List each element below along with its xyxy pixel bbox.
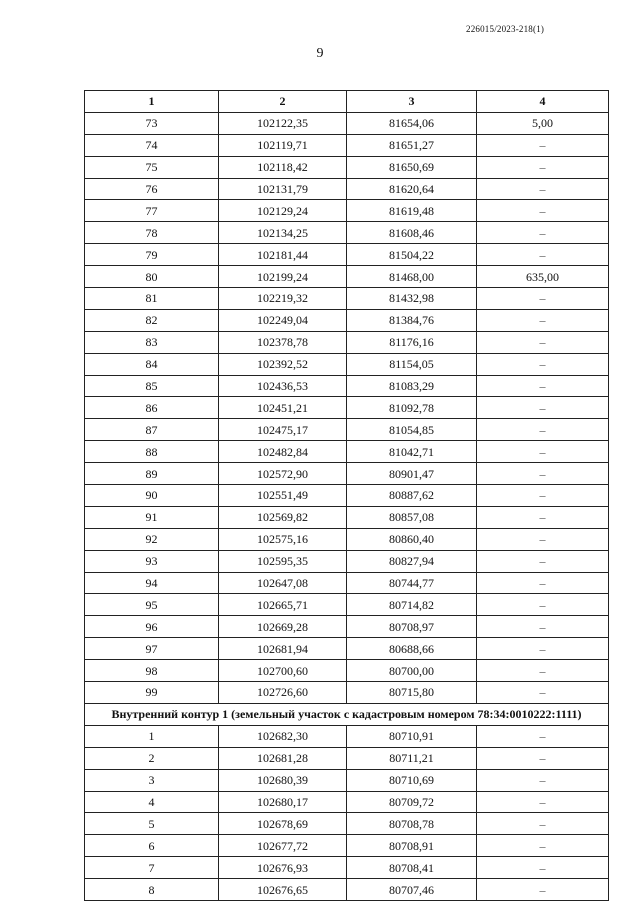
table-row	[85, 791, 609, 813]
table-cell: 8	[85, 879, 219, 901]
table-cell: 102700,60	[219, 660, 347, 682]
table-cell: 93	[85, 550, 219, 572]
table-cell: –	[477, 528, 609, 550]
column-header: 3	[347, 91, 477, 113]
table-cell: –	[477, 506, 609, 528]
section-title: Внутренний контур 1 (земельный участок с кадастровым номером 78:34:0010222:1111)	[85, 703, 609, 725]
table-cell: 80700,00	[347, 660, 477, 682]
table-cell: –	[477, 419, 609, 441]
table-cell: –	[477, 835, 609, 857]
table-cell: –	[477, 463, 609, 485]
table-cell: 81620,64	[347, 178, 477, 200]
table-cell: 76	[85, 178, 219, 200]
table-cell: 102682,30	[219, 725, 347, 747]
table-cell: –	[477, 134, 609, 156]
table-cell: 95	[85, 594, 219, 616]
table-row	[85, 419, 609, 441]
table-row	[85, 397, 609, 419]
table-cell: 80708,97	[347, 616, 477, 638]
table-cell: –	[477, 682, 609, 704]
table-cell: 80710,69	[347, 769, 477, 791]
table-cell: 102726,60	[219, 682, 347, 704]
table-cell: 102219,32	[219, 288, 347, 310]
table-cell: 82	[85, 309, 219, 331]
table-cell: 80715,80	[347, 682, 477, 704]
table-row	[85, 725, 609, 747]
table-cell: 5	[85, 813, 219, 835]
table-header-row	[85, 91, 609, 113]
table-cell: 102436,53	[219, 375, 347, 397]
table-row	[85, 682, 609, 704]
table-cell: 80711,21	[347, 747, 477, 769]
table-row	[85, 463, 609, 485]
table-cell: –	[477, 353, 609, 375]
table-cell: 96	[85, 616, 219, 638]
table-cell: 74	[85, 134, 219, 156]
table-row	[85, 660, 609, 682]
table-cell: –	[477, 244, 609, 266]
table-cell: 3	[85, 769, 219, 791]
table-cell: 90	[85, 485, 219, 507]
table-row	[85, 769, 609, 791]
table-cell: 80708,91	[347, 835, 477, 857]
table-cell: –	[477, 375, 609, 397]
table-cell: 86	[85, 397, 219, 419]
table-row	[85, 594, 609, 616]
table-row	[85, 309, 609, 331]
table-cell: 102669,28	[219, 616, 347, 638]
table-cell: 102482,84	[219, 441, 347, 463]
section-header-row	[85, 703, 609, 725]
table-cell: 102199,24	[219, 266, 347, 288]
table-cell: –	[477, 769, 609, 791]
table-cell: 81092,78	[347, 397, 477, 419]
table-cell: 2	[85, 747, 219, 769]
table-cell: –	[477, 441, 609, 463]
table-cell: 102647,08	[219, 572, 347, 594]
table-row	[85, 244, 609, 266]
table-cell: 102676,93	[219, 857, 347, 879]
table-cell: 102551,49	[219, 485, 347, 507]
table-cell: 81154,05	[347, 353, 477, 375]
table-cell: 80	[85, 266, 219, 288]
table-cell: –	[477, 200, 609, 222]
table-cell: 80709,72	[347, 791, 477, 813]
table-cell: 77	[85, 200, 219, 222]
table-cell: 94	[85, 572, 219, 594]
table-cell: 80887,62	[347, 485, 477, 507]
table-row	[85, 528, 609, 550]
table-row	[85, 550, 609, 572]
table-cell: 80688,66	[347, 638, 477, 660]
table-row	[85, 616, 609, 638]
coordinates-table	[84, 90, 609, 901]
table-cell: 80901,47	[347, 463, 477, 485]
table-cell: 81432,98	[347, 288, 477, 310]
table-cell: 80708,78	[347, 813, 477, 835]
table-cell: 6	[85, 835, 219, 857]
table-cell: 81176,16	[347, 331, 477, 353]
table-cell: 102249,04	[219, 309, 347, 331]
table-cell: 81654,06	[347, 112, 477, 134]
table-body	[85, 112, 609, 703]
table-row	[85, 134, 609, 156]
table-cell: 81	[85, 288, 219, 310]
table-cell: 80827,94	[347, 550, 477, 572]
table-cell: 5,00	[477, 112, 609, 134]
table-row	[85, 200, 609, 222]
table-cell: 102572,90	[219, 463, 347, 485]
table-cell: 80710,91	[347, 725, 477, 747]
table-row	[85, 112, 609, 134]
table-cell: 7	[85, 857, 219, 879]
table-cell: –	[477, 550, 609, 572]
table-row	[85, 879, 609, 901]
table-cell: 79	[85, 244, 219, 266]
table-cell: 102129,24	[219, 200, 347, 222]
table-cell: 81083,29	[347, 375, 477, 397]
table-cell: 97	[85, 638, 219, 660]
table-cell: –	[477, 638, 609, 660]
table-row	[85, 506, 609, 528]
table-cell: 102118,42	[219, 156, 347, 178]
table-row	[85, 572, 609, 594]
table-cell: 102676,65	[219, 879, 347, 901]
table-cell: 4	[85, 791, 219, 813]
table-row	[85, 222, 609, 244]
table-row	[85, 178, 609, 200]
table-cell: 102680,17	[219, 791, 347, 813]
table-cell: 81054,85	[347, 419, 477, 441]
table-cell: –	[477, 725, 609, 747]
column-header: 1	[85, 91, 219, 113]
table-cell: 80707,46	[347, 879, 477, 901]
table-cell: 102122,35	[219, 112, 347, 134]
table-cell: 102680,39	[219, 769, 347, 791]
table-cell: 102681,28	[219, 747, 347, 769]
table-cell: 81619,48	[347, 200, 477, 222]
table-cell: –	[477, 288, 609, 310]
table-cell: 102131,79	[219, 178, 347, 200]
table-cell: 87	[85, 419, 219, 441]
table-row	[85, 156, 609, 178]
table-cell: 102681,94	[219, 638, 347, 660]
table-cell: 92	[85, 528, 219, 550]
table-cell: 102392,52	[219, 353, 347, 375]
column-header: 2	[219, 91, 347, 113]
table-cell: 102595,35	[219, 550, 347, 572]
table-cell: 99	[85, 682, 219, 704]
table-cell: 635,00	[477, 266, 609, 288]
table-cell: –	[477, 616, 609, 638]
table-cell: 81468,00	[347, 266, 477, 288]
table-cell: 81042,71	[347, 441, 477, 463]
section-table-body	[85, 725, 609, 900]
table-cell: 89	[85, 463, 219, 485]
table-row	[85, 353, 609, 375]
table-cell: 102677,72	[219, 835, 347, 857]
table-row	[85, 835, 609, 857]
table-cell: 80714,82	[347, 594, 477, 616]
table-cell: 102119,71	[219, 134, 347, 156]
table-row	[85, 288, 609, 310]
table-cell: –	[477, 572, 609, 594]
table-cell: –	[477, 594, 609, 616]
table-cell: 102665,71	[219, 594, 347, 616]
table-cell: 91	[85, 506, 219, 528]
table-cell: 102569,82	[219, 506, 347, 528]
table-row	[85, 375, 609, 397]
table-cell: 80860,40	[347, 528, 477, 550]
table-cell: 78	[85, 222, 219, 244]
table-cell: 81504,22	[347, 244, 477, 266]
table-cell: 102575,16	[219, 528, 347, 550]
table-cell: 81650,69	[347, 156, 477, 178]
table-cell: –	[477, 660, 609, 682]
document-id: 226015/2023-218(1)	[466, 24, 545, 34]
table-row	[85, 747, 609, 769]
table-cell: 80857,08	[347, 506, 477, 528]
table-cell: 88	[85, 441, 219, 463]
table-cell: 81608,46	[347, 222, 477, 244]
table-cell: –	[477, 879, 609, 901]
table-cell: 83	[85, 331, 219, 353]
table-cell: 102378,78	[219, 331, 347, 353]
table-cell: –	[477, 156, 609, 178]
table-cell: 81651,27	[347, 134, 477, 156]
table-row	[85, 813, 609, 835]
table-cell: –	[477, 309, 609, 331]
table-cell: 102451,21	[219, 397, 347, 419]
table-cell: 85	[85, 375, 219, 397]
table-row	[85, 485, 609, 507]
page-number: 9	[316, 46, 324, 61]
table-cell: 84	[85, 353, 219, 375]
table-cell: 102475,17	[219, 419, 347, 441]
table-row	[85, 331, 609, 353]
table-cell: 80744,77	[347, 572, 477, 594]
table-cell: 73	[85, 112, 219, 134]
table-cell: 102134,25	[219, 222, 347, 244]
table-cell: –	[477, 791, 609, 813]
table-row	[85, 266, 609, 288]
table-row	[85, 441, 609, 463]
table-row	[85, 857, 609, 879]
section-header-body	[85, 703, 609, 725]
table-cell: –	[477, 857, 609, 879]
table-cell: 1	[85, 725, 219, 747]
column-header: 4	[477, 91, 609, 113]
table-cell: 81384,76	[347, 309, 477, 331]
table-cell: 102181,44	[219, 244, 347, 266]
table-cell: –	[477, 222, 609, 244]
table-cell: 102678,69	[219, 813, 347, 835]
table-cell: –	[477, 397, 609, 419]
table-cell: –	[477, 485, 609, 507]
table-cell: –	[477, 331, 609, 353]
table-cell: –	[477, 747, 609, 769]
table-row	[85, 638, 609, 660]
table-cell: –	[477, 178, 609, 200]
table-cell: –	[477, 813, 609, 835]
table-cell: 80708,41	[347, 857, 477, 879]
table-cell: 98	[85, 660, 219, 682]
table-cell: 75	[85, 156, 219, 178]
